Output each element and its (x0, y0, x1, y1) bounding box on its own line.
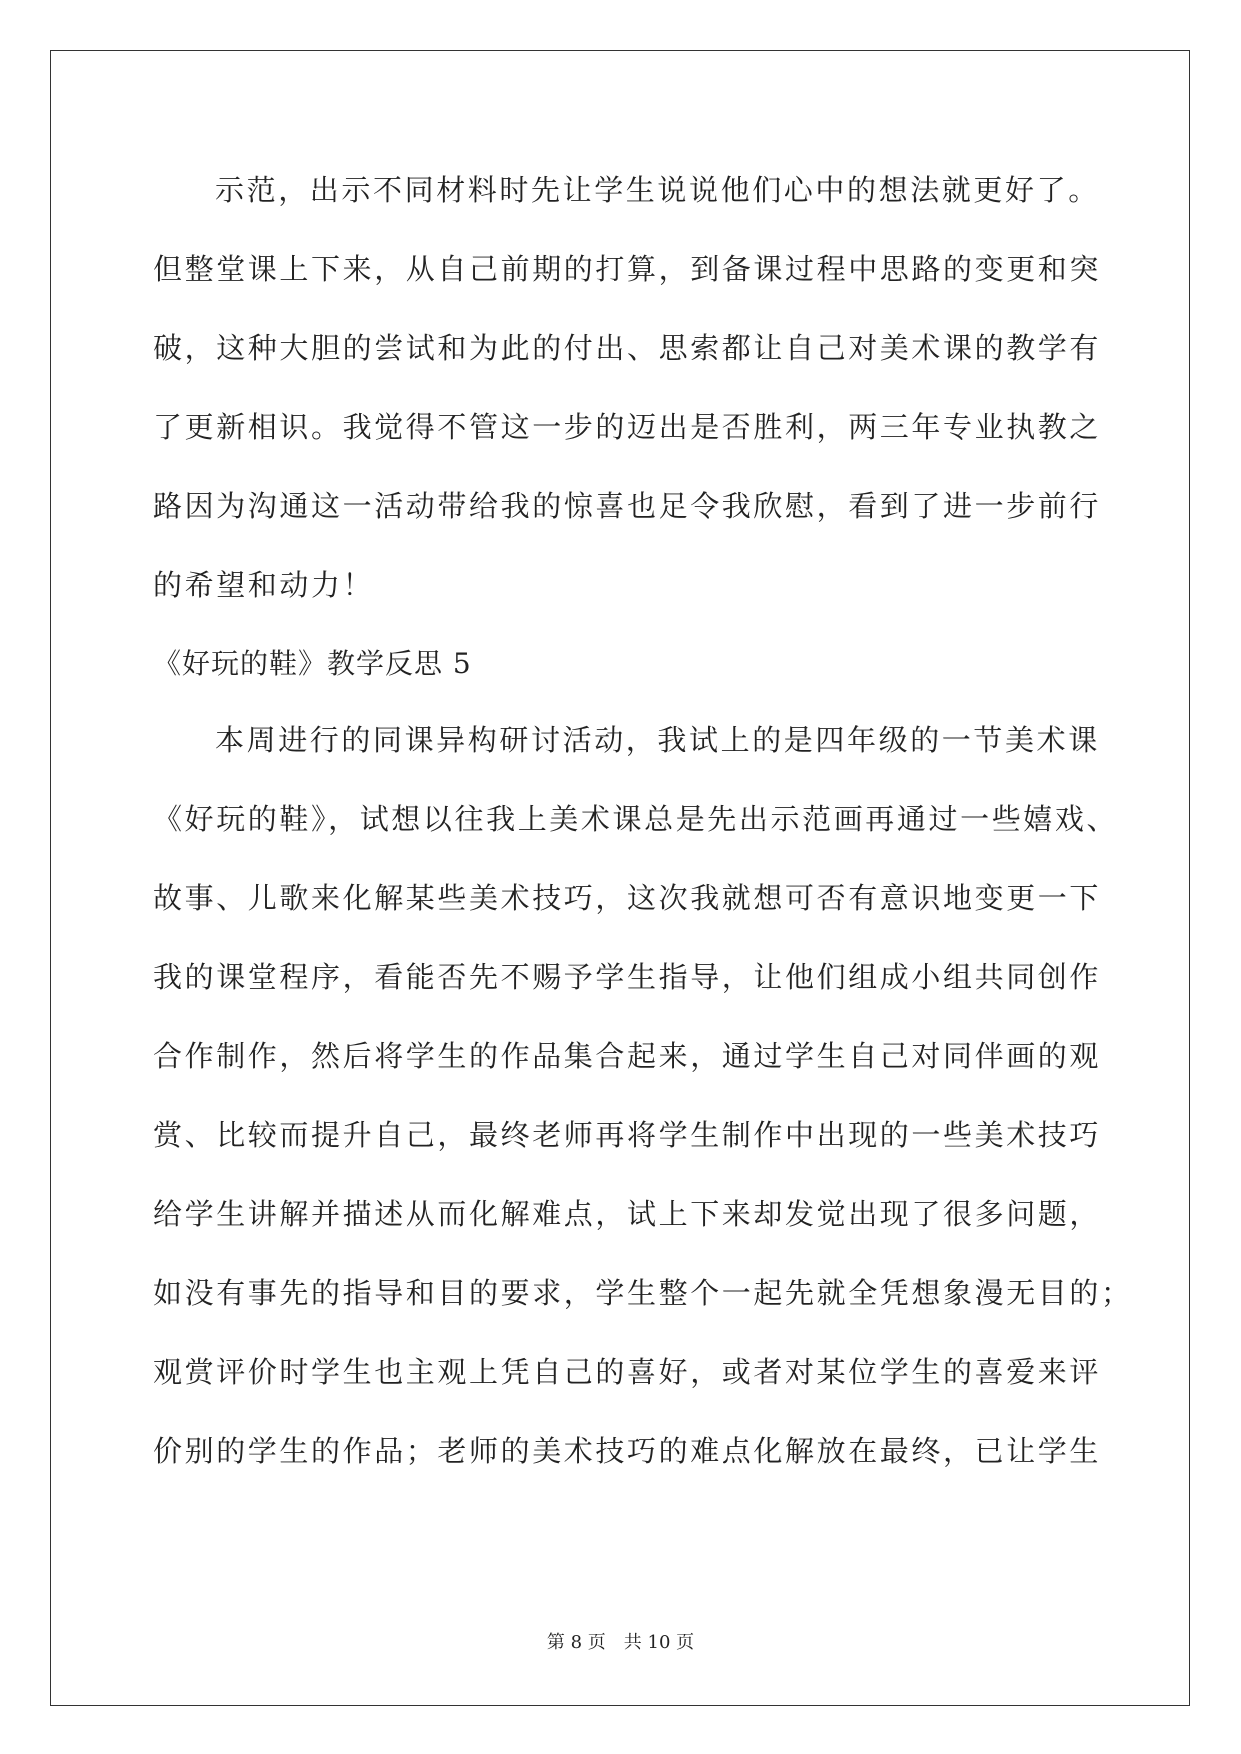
page-number-footer: 第 8 页 共 10 页 (546, 1632, 695, 1653)
text-line: 了更新相识。我觉得不管这一步的迈出是否胜利，两三年专业执教之 (153, 410, 1102, 444)
text-line: 故事、儿歌来化解某些美术技巧，这次我就想可否有意识地变更一下 (153, 881, 1102, 915)
paragraph-1 (153, 160, 1102, 634)
text-line: 示范，出示不同材料时先让学生说说他们心中的想法就更好了。 (215, 173, 1100, 207)
text-line: 本周进行的同课异构研讨活动，我试上的是四年级的一节美术课 (215, 723, 1100, 757)
text-line: 的希望和动力！ (153, 568, 375, 602)
text-line: 路因为沟通这一活动带给我的惊喜也足令我欣慰，看到了进一步前行 (153, 489, 1102, 523)
document-body (153, 160, 1133, 1500)
text-line: 如没有事先的指导和目的要求，学生整个一起先就全凭想象漫无目的； (153, 1276, 1133, 1310)
text-line: 给学生讲解并描述从而化解难点，试上下来却发觉出现了很多问题， (153, 1197, 1102, 1231)
text-line: 赏、比较而提升自己，最终老师再将学生制作中出现的一些美术技巧 (153, 1118, 1102, 1152)
paragraph-2 (153, 710, 1133, 1500)
text-line: 但整堂课上下来，从自己前期的打算，到备课过程中思路的变更和突 (153, 252, 1102, 286)
text-line: 观赏评价时学生也主观上凭自己的喜好，或者对某位学生的喜爱来评 (153, 1355, 1102, 1389)
section-heading: 《好玩的鞋》教学反思 5 (153, 647, 472, 680)
text-line: 价别的学生的作品；老师的美术技巧的难点化解放在最终，已让学生 (153, 1434, 1102, 1468)
text-line: 合作制作，然后将学生的作品集合起来，通过学生自己对同伴画的观 (153, 1039, 1102, 1073)
text-line: 我的课堂程序，看能否先不赐予学生指导，让他们组成小组共同创作 (153, 960, 1102, 994)
text-line: 破，这种大胆的尝试和为此的付出、思索都让自己对美术课的教学有 (153, 331, 1102, 365)
text-line: 《好玩的鞋》，试想以往我上美术课总是先出示范画再通过一些嬉戏、 (153, 802, 1119, 836)
